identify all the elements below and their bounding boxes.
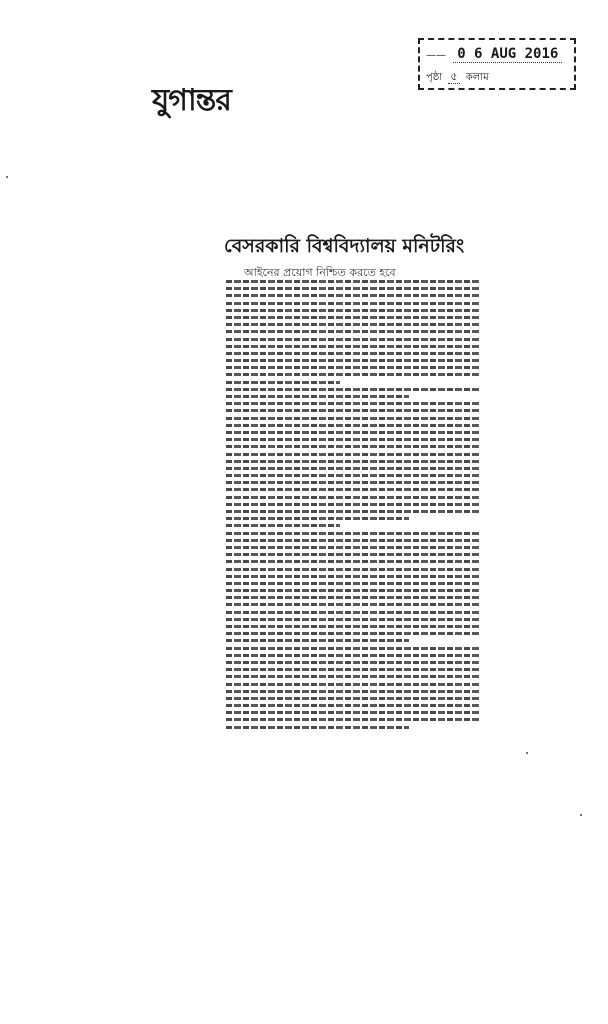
body-text-line [226,323,480,326]
body-text-line [226,417,480,420]
body-text-line [226,424,480,427]
article-body-text [226,280,480,732]
date-stamp [418,38,576,90]
body-text-line [226,467,480,470]
body-text-line [226,503,480,506]
stamp-column-label: কলাম [465,72,489,83]
article-headline: বেসরকারি বিশ্ববিদ্যালয় মনিটরিং [224,235,465,257]
body-text-line [226,532,480,535]
body-text-line [226,366,480,369]
stamp-date-row [426,46,562,62]
body-text-line [226,395,409,398]
body-text-line [226,438,480,441]
article-subheadline: আইনের প্রয়োগ নিশ্চিত করতে হবে [244,266,396,279]
body-text-line [226,668,480,671]
body-text-line [226,718,480,721]
stamp-date: 0 6 AUG 2016 [453,46,562,63]
body-text-line [226,496,480,499]
newspaper-masthead: যুগান্তর [152,83,231,118]
body-text-line [226,352,480,355]
body-text-line [226,582,480,585]
body-text-line [226,539,480,542]
body-text-line [226,647,480,650]
body-text-line [226,345,480,348]
body-text-line [226,683,480,686]
body-text-line [226,294,480,297]
body-text-line [226,373,480,376]
body-text-line [226,553,480,556]
body-text-line [226,560,480,563]
body-text-line [226,287,480,290]
body-text-line [226,309,480,312]
stamp-dash-icon: —— [426,50,446,61]
body-text-line [226,690,480,693]
body-text-line [226,711,480,714]
body-text-line [226,316,480,319]
body-text-line [226,625,480,628]
body-text-line [226,431,480,434]
body-text-line [226,575,480,578]
body-text-line [226,726,409,729]
body-text-line [226,596,480,599]
body-text-line [226,445,480,448]
body-text-line [226,488,480,491]
body-text-line [226,402,480,405]
body-text-line [226,474,480,477]
body-text-line [226,546,480,549]
body-text-line [226,697,480,700]
body-text-line [226,611,480,614]
body-text-line [226,330,480,333]
stamp-page-label: পৃষ্ঠা [426,72,443,83]
body-text-line [226,675,480,678]
stamp-page-row [426,68,489,87]
scan-speck [6,176,8,178]
body-text-line [226,639,409,642]
scan-speck [526,752,528,754]
body-text-line [226,632,480,635]
stamp-page-value: ৫ [450,70,458,83]
news-clipping [210,222,480,734]
body-text-line [226,388,480,391]
body-text-line [226,510,480,513]
body-text-line [226,453,480,456]
body-text-line [226,661,480,664]
body-text-line [226,409,480,412]
body-text-line [226,589,480,592]
body-text-line [226,302,480,305]
body-text-line [226,654,480,657]
body-text-line [226,603,480,606]
body-text-line [226,460,480,463]
body-text-line [226,517,409,520]
scan-speck [580,814,582,816]
body-text-line [226,524,340,527]
body-text-line [226,359,480,362]
body-text-line [226,481,480,484]
body-text-line [226,618,480,621]
body-text-line [226,381,340,384]
body-text-line [226,338,480,341]
body-text-line [226,568,480,571]
body-text-line [226,280,480,283]
body-text-line [226,704,480,707]
